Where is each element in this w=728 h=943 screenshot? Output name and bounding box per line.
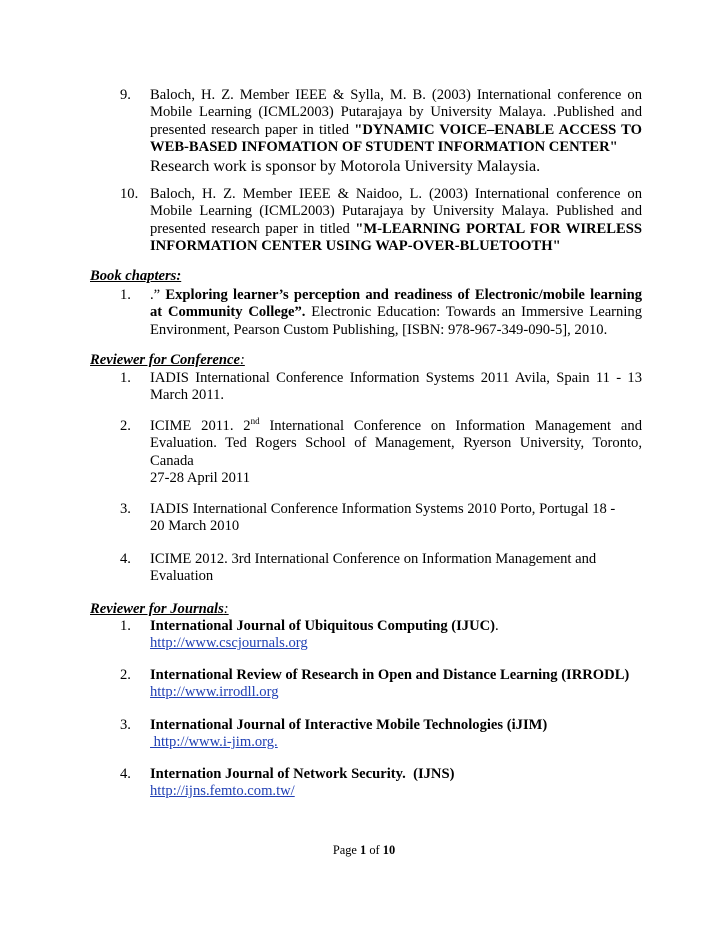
conference-date: 27-28 April 2011	[150, 470, 250, 487]
page-footer: Page 1 of 10	[332, 843, 396, 857]
publication-entry	[120, 87, 642, 175]
list-number: 10.	[120, 186, 139, 202]
journal-link[interactable]: http://www.i-jim.org.	[150, 734, 278, 751]
conference-entry: 2. ICIME 2011. 2nd International Conference on Information Management and Evaluation. Ted Rogers School of Management, Ryerson University, Toronto, Canada 27-28 April 2011	[120, 416, 642, 487]
conference-text: ICIME 2012. 3rd International Conference on Information Management and Evaluation	[150, 551, 597, 585]
list-number: 1.	[120, 618, 131, 634]
journal-link[interactable]: http://www.cscjournals.org	[150, 635, 308, 652]
publication-entry	[120, 186, 642, 256]
conference-text: IADIS International Conference Information Systems 2010 Porto, Portugal 18 - 20 March 2010	[150, 501, 616, 535]
journal-entry	[120, 717, 642, 752]
book-chapter-entry: 1. .” Exploring learner’s perception and readiness of Electronic/mobile learning at Community College”. Electronic Education: Towards an Immersive Learning Environment, Pearson Custom Publishing, [ISBN: 978-967-349-090-5], 2010.	[120, 287, 642, 338]
journal-title: International Journal of Ubiquitous Computing (IJUC)	[150, 618, 496, 634]
journal-title: International Review of Research in Open and Distance Learning (IRRODL)	[150, 667, 630, 683]
list-number: 3.	[120, 717, 131, 733]
list-number: 1.	[120, 287, 131, 303]
list-number: 2.	[120, 667, 131, 683]
journal-title: Internation Journal of Network Security. (IJNS)	[150, 766, 455, 782]
current-page-number: 1	[360, 843, 367, 857]
chapter-title: Exploring learner’s perception and readiness of Electronic/mobile learning at Community College”.	[150, 287, 642, 321]
conference-entry	[120, 551, 642, 586]
chapter-details: Electronic Education: Towards an Immersive Learning Environment, Pearson Custom Publishing, [ISBN: 978-967-349-090-5], 2010.	[150, 304, 642, 338]
paper-title: "M-LEARNING PORTAL FOR WIRELESS INFORMATION CENTER USING WAP-OVER-BLUETOOTH"	[150, 220, 642, 255]
section-heading-reviewer-journals: Reviewer for Journals:	[90, 601, 229, 617]
sponsor-note: Research work is sponsor by Motorola University Malaysia.	[150, 156, 541, 175]
paper-title: "DYNAMIC VOICE–ENABLE ACCESS TO WEB-BASED INFOMATION OF STUDENT INFORMATION CENTER"	[150, 121, 642, 156]
section-heading-book-chapters: Book chapters:	[90, 268, 182, 284]
list-number: 2.	[120, 418, 131, 434]
list-number: 1.	[120, 370, 131, 386]
total-page-number: 10	[382, 843, 396, 857]
list-number: 9.	[120, 87, 131, 103]
list-number: 4.	[120, 766, 131, 782]
conference-entry	[120, 501, 642, 536]
section-heading-reviewer-conference: Reviewer for Conference:	[90, 352, 245, 368]
list-number: 4.	[120, 551, 131, 567]
journal-link[interactable]: http://www.irrodll.org	[150, 684, 279, 701]
journal-entry	[120, 766, 642, 801]
journal-title: International Journal of Interactive Mobile Technologies (iJIM)	[150, 717, 548, 733]
conference-entry	[120, 370, 642, 405]
entry-text: Baloch, H. Z. Member IEEE & Sylla, M. B. (2003) International conference on Mobile Learning (ICML2003) Putarajaya by University Malaya. .Published and presented research paper in titled	[150, 87, 642, 138]
entry-text: Baloch, H. Z. Member IEEE & Naidoo, L. (2003) International conference on Mobile Learning (ICML2003) Putarajaya by University Malaya. Published and presented research paper in titled	[150, 186, 642, 237]
journal-link[interactable]: http://ijns.femto.com.tw/	[150, 783, 295, 800]
journal-entry	[120, 667, 642, 702]
journal-entry: 1. International Journal of Ubiquitous Computing (IJUC). http://www.cscjournals.org	[120, 618, 499, 652]
conference-text: IADIS International Conference Information Systems 2011 Avila, Spain 11 - 13 March 2011.	[150, 370, 642, 404]
list-number: 3.	[120, 501, 131, 517]
